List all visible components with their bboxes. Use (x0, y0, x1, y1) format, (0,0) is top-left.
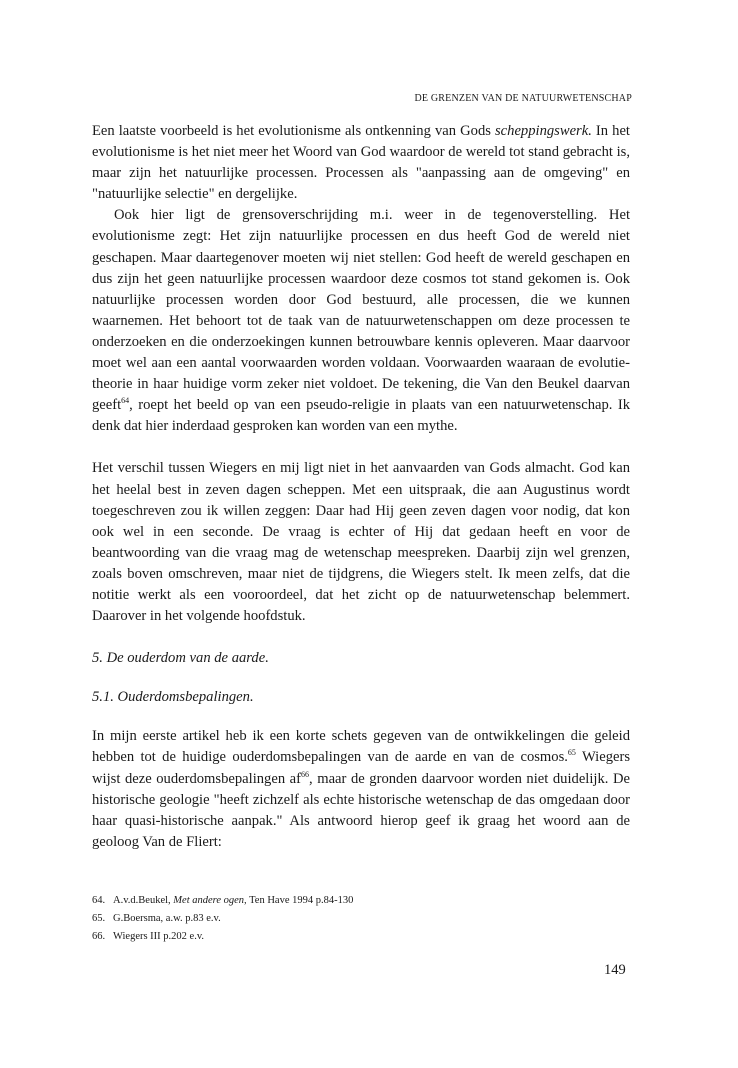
footnote-italic: Met andere ogen, (173, 895, 247, 906)
subsection-heading: 5.1. Ouderdomsbepalingen. (92, 689, 254, 706)
footnote-ref-65: 65 (567, 748, 576, 758)
footnote-number: 66. (92, 931, 106, 942)
p1-text: Een laatste voorbeeld is het evolutionisme als ontkenning van Gods (92, 123, 495, 139)
footnote-text: A.v.d.Beukel, (113, 895, 174, 906)
footnote-text-2: Ten Have 1994 p.84-130 (246, 895, 354, 906)
footnote-ref-66: 66 (301, 769, 310, 779)
footnote-number: 65. (92, 913, 106, 924)
p2-text-2: , roept het beeld op van een pseudo-religie in plaats van een natuurwetenschap. Ik denk dat hier inderdaad gesproken kan worden van een mythe. (92, 397, 630, 435)
paragraph-2 (92, 205, 630, 437)
p1-text-2: In het evolutionisme is het niet meer het Woord van God waardoor de wereld tot stand gebracht is, maar zijn het natuurlijke processen. Processen als "aanpassing aan de omgeving" en "natuurlijke selectie" en dergelijke. (92, 123, 630, 203)
p1-italic: scheppingswerk. (494, 123, 592, 139)
footnote-text: Wiegers III p.202 e.v. (113, 931, 205, 942)
page-number: 149 (604, 962, 626, 978)
footnote-text: G.Boersma, a.w. p.83 e.v. (113, 913, 221, 924)
p4-text-2: Wiegers wijst deze ouderdomsbepalingen af (92, 749, 631, 787)
footnote-65 (92, 910, 630, 928)
p4-text-3: , maar de gronden daarvoor worden niet duidelijk. De historische geologie "heeft zichzelf als echte historische wetenschap de das omgedaan door haar quasi-historische aanpak." Als antwoord hierop geef ik graag het woord aan de geoloog Van de Fliert: (92, 770, 630, 850)
footnote-ref-64: 64 (121, 396, 130, 406)
section-heading: 5. De ouderdom van de aarde. (92, 650, 269, 667)
paragraph-1 (92, 121, 630, 205)
paragraph-3: Het verschil tussen Wiegers en mij ligt niet in het aanvaarden van Gods almacht. God kan het heelal best in zeven dagen scheppen. Met een uitspraak, die aan Augustinus wordt toegeschreven zou ik willen zeggen: Daar had Hij geen zeven dagen voor nodig, dat kon ook wel in een seconde. De vraag is echter of Hij dat gedaan heeft en voor de beantwoording van die vraag mag de wetenschap meespreken. Daarbij zijn wel grenzen, zoals boven omschreven, maar niet de tijdgrens, die Wiegers stelt. Ik meen zelfs, dat die notitie werkt als een vooroordeel, dat het zicht op de natuurwetenschap belemmert. Daarover in het volgende hoofdstuk. (92, 460, 630, 625)
footnote-number: 64. (92, 895, 106, 906)
running-head: DE GRENZEN VAN DE NATUURWETENSCHAP (414, 93, 632, 104)
p2-text: Ook hier ligt de grensoverschrijding m.i. weer in de tegenoverstelling. Het evolutionisme zegt: Het zijn natuurlijke processen en dus heeft God de wereld niet geschapen. Maar daartegenover moeten wij niet stellen: God heeft de wereld geschapen en dus zijn het geen natuurlijke processen waardoor deze cosmos tot stand gekomen is. Ook natuurlijke processen worden door God bestuurd, alle processen, die we kunnen waarnemen. Het behoort tot de taak van de natuurwetenschappen om deze processen te onderzoeken en die onderzoekingen kunnen betrouwbare kennis opleveren. Maar daarvoor moet wel aan een aantal voorwaarden worden voldaan. Voorwaarden waaraan de evolutie-theorie in haar huidige vorm zeker niet voldoet. De tekening, die Van den Beukel daarvan geeft (92, 207, 630, 414)
footnote-66 (92, 928, 630, 946)
p4-text: In mijn eerste artikel heb ik een korte schets gegeven van de ontwikkelingen die geleid hebben tot de huidige ouderdomsbepalingen van de aarde en van de cosmos. (92, 728, 630, 766)
paragraph-4 (92, 726, 630, 853)
footnote-64 (92, 892, 630, 910)
body-text (92, 121, 630, 853)
footnotes (92, 892, 630, 946)
